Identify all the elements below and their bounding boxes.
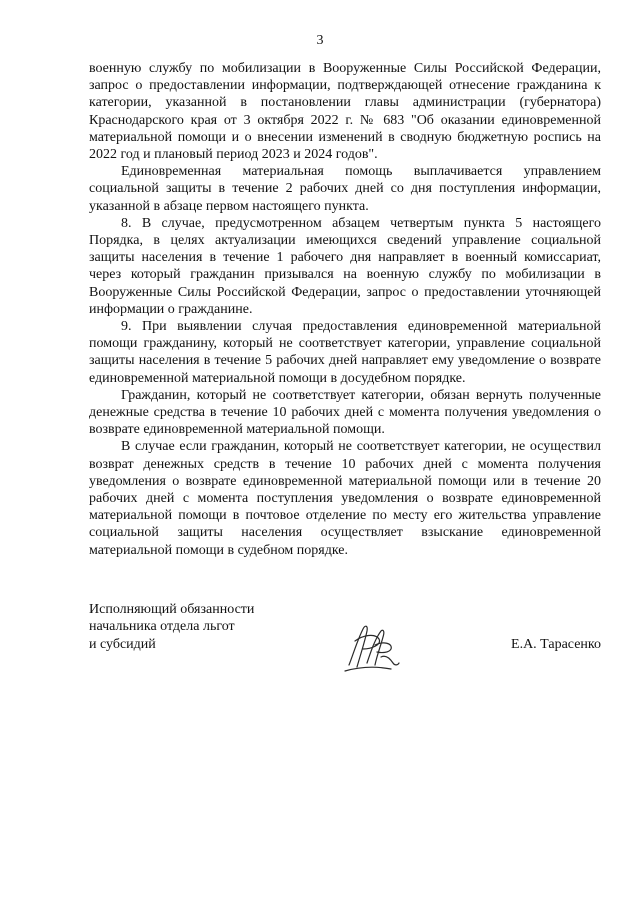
signature-block bbox=[89, 601, 601, 681]
paragraph-court-recovery: В случае если гражданин, который не соответствует категории, не осуществил возврат денежных средств в течение 10 рабочих дней с момента получения уведомления о возврате единовременной материальной помощи или в течение 20 рабочих дней с момента поступления уведомления о возврате единовременной материальной помощи в почтовое отделение по месту его жительства управление социальной защиты населения осуществляет взыскание единовременной материальной помощи в судебном порядке. bbox=[89, 439, 601, 558]
signatory-position-line: начальника отдела льгот bbox=[89, 619, 235, 635]
paragraph-refund-obligation: Гражданин, который не соответствует категории, обязан вернуть полученные денежные средства в течение 10 рабочих дней с момента получения уведомления о возврате единовременной материальной помощи. bbox=[89, 387, 601, 438]
paragraph-payment-terms: Единовременная материальная помощь выплачивается управлением социальной защиты в течение 2 рабочих дней со дня поступления информации, указанной в абзаце первом настоящего пункта. bbox=[89, 164, 601, 214]
signatory-position bbox=[89, 601, 309, 653]
signatory-position-line: Исполняющий обязанности bbox=[89, 602, 255, 617]
paragraph-continuation: военную службу по мобилизации в Вооруженные Силы Российской Федерации, запрос о предоставлении информации, подтверждающей отнесение гражданина к категории, указанной в постановлении главы администрации (губернатора) Краснодарского края от 3 октября 2022 г. № 683 "Об оказании единовременной материальной помощи и о внесении изменений в сводную бюджетную роспись на 2022 год и плановый период 2023 и 2024 годов". bbox=[89, 61, 601, 163]
paragraph-clause-8: 8. В случае, предусмотренном абзацем четвертым пункта 5 настоящего Порядка, в целях актуализации имеющихся сведений управление социальной защиты населения в течение 1 рабочего дня направляет в военный комиссариат, через который гражданин призывался на военную службу по мобилизации в Вооруженные Силы Российской Федерации, запрос о предоставлении уточняющей информации о гражданине. bbox=[89, 215, 601, 317]
paragraph-clause-9: 9. При выявлении случая предоставления единовременной материальной помощи гражданину, который не соответствует категории, управление социальной защиты населения в течение 5 рабочих дней направляет ему уведомление о возврате единовременной материальной помощи в досудебном порядке. bbox=[89, 319, 601, 386]
page-number: 3 bbox=[316, 33, 324, 48]
signatory-name: Е.А. Тарасенко bbox=[511, 637, 601, 652]
signatory-position-line: и субсидий bbox=[89, 636, 156, 652]
handwritten-signature bbox=[341, 619, 401, 675]
document-body bbox=[89, 60, 601, 559]
